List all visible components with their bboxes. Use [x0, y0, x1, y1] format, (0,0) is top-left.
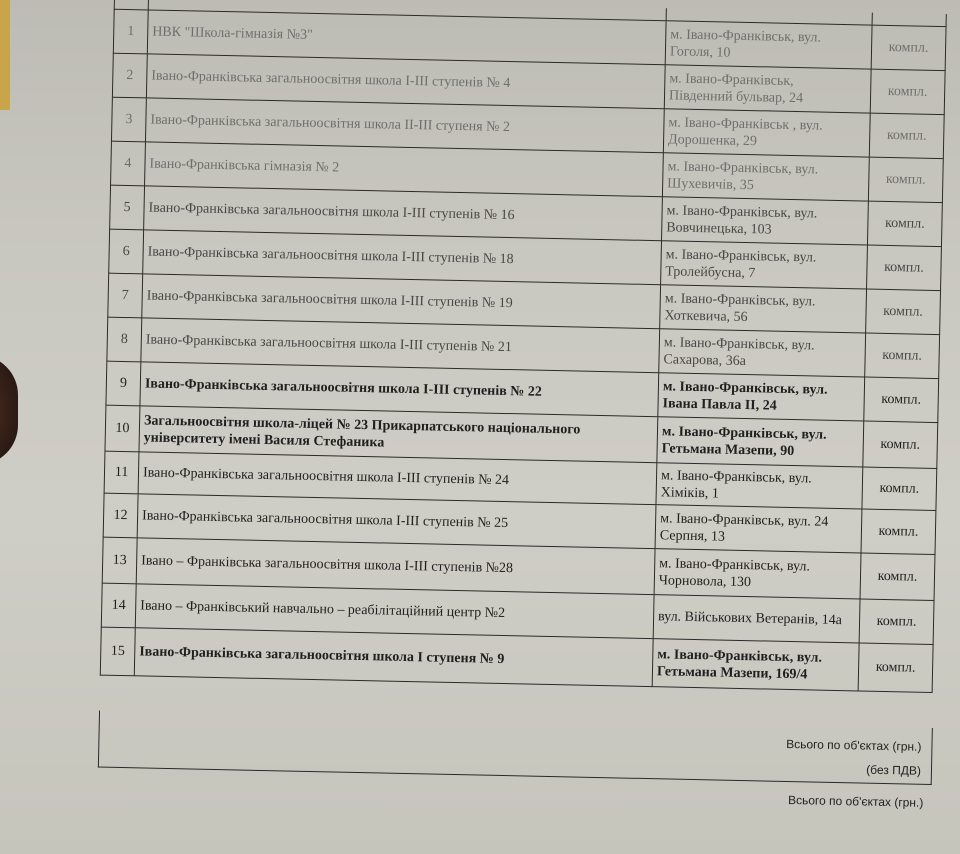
- equipment-type: компл.: [861, 509, 936, 555]
- address-line-2: Вовчинецька, 103: [666, 219, 772, 238]
- equipment-type: компл.: [867, 201, 942, 247]
- school-address: [658, 373, 865, 421]
- school-name: Івано-Франківська загальноосвітня школа І-ІІІ ступенів № 21: [141, 318, 660, 373]
- address-line-2: Гоголя, 10: [669, 43, 731, 61]
- row-number: 2: [112, 53, 147, 98]
- school-name: Івано-Франківська гімназія № 2: [145, 142, 664, 197]
- address-line-1: м. Івано-Франківськ, вул.: [670, 26, 822, 46]
- equipment-type: компл.: [860, 553, 935, 601]
- school-name: Загальноосвітня школа-ліцей № 23 Прикарпатського національного університету імені Василя Стефаника: [139, 406, 658, 463]
- school-address: [660, 285, 867, 333]
- school-name: Івано-Франківська загальноосвітня школа ІІ-ІІІ ступеня № 2: [145, 98, 664, 153]
- equipment-type: компл.: [862, 467, 937, 511]
- address-line-2: Хіміків, 1: [660, 484, 719, 501]
- equipment-type: компл.: [867, 245, 942, 291]
- row-number: 13: [102, 537, 137, 584]
- equipment-type: компл.: [858, 643, 933, 693]
- schools-table: [100, 0, 947, 693]
- total-label: Всього по об'єктах (грн.): [786, 736, 922, 754]
- school-address: [662, 197, 869, 245]
- address-line-2: Південний бульвар, 24: [668, 87, 804, 106]
- address-line-1: м. Івано-Франківськ,: [669, 70, 794, 89]
- school-address: [656, 463, 863, 509]
- total-label-2: Всього по об'єктах (грн.): [787, 793, 924, 810]
- address-line-2: Тролейбусна, 7: [665, 263, 756, 281]
- school-address: [652, 639, 859, 691]
- school-address: [653, 595, 860, 643]
- row-number: 10: [105, 405, 140, 452]
- school-address: [657, 417, 864, 467]
- row-number: 7: [108, 273, 143, 318]
- row-number: 12: [103, 493, 138, 538]
- totals-block: [98, 711, 933, 785]
- school-address: [655, 505, 862, 553]
- school-name: Івано-Франківська загальноосвітня школа І-ІІІ ступенів № 4: [146, 54, 665, 109]
- address-line-1: м. Івано-Франківськ, вул.: [666, 202, 818, 221]
- vat-note: (без ПДВ): [866, 762, 922, 778]
- row-number: 6: [109, 229, 144, 274]
- row-number: 11: [104, 451, 139, 494]
- address-line-1: м. Івано-Франківськ, вул.: [661, 423, 827, 443]
- equipment-type: компл.: [869, 113, 944, 159]
- background-object: [0, 0, 10, 110]
- address-line-1: м. Івано-Франківськ, вул.: [667, 158, 819, 177]
- school-address: [659, 329, 866, 377]
- finger: [0, 355, 18, 465]
- address-line-1: м. Івано-Франківськ, вул.: [657, 646, 823, 666]
- address-line-1: м. Івано-Франківськ, вул.: [663, 334, 815, 353]
- address-line-1: м. Івано-Франківськ, вул.: [659, 555, 811, 574]
- paper-sheet: [62, 0, 950, 854]
- school-name: Івано-Франківська загальноосвітня школа І-ІІІ ступенів № 18: [143, 230, 662, 285]
- address-line-1: вул. Військових Ветеранів, 14а: [657, 609, 843, 629]
- school-name: Івано-Франківська загальноосвітня школа І-ІІІ ступенів № 19: [142, 274, 661, 329]
- address-line-1: м. Івано-Франківськ, вул. 24: [660, 510, 829, 530]
- school-address: [654, 549, 861, 599]
- address-line-1: м. Івано-Франківськ, вул.: [662, 378, 828, 398]
- address-line-2: Гетьмана Мазепи, 169/4: [656, 663, 808, 682]
- address-line-2: Івана Павла ІІ, 24: [662, 395, 777, 414]
- address-line-2: Гетьмана Мазепи, 90: [661, 440, 795, 459]
- school-name: Івано-Франківська загальноосвітня школа І ступеня № 9: [134, 628, 653, 687]
- equipment-type: компл.: [859, 599, 934, 645]
- address-line-2: Чорновола, 130: [658, 572, 752, 590]
- school-address: [665, 21, 872, 69]
- row-number: 1: [113, 9, 148, 54]
- school-name: Івано – Франківський навчально – реабілітаційний центр №2: [135, 584, 654, 639]
- equipment-type: компл.: [870, 69, 945, 115]
- row-number: 8: [107, 317, 142, 362]
- equipment-type: компл.: [865, 333, 940, 379]
- equipment-type: компл.: [871, 25, 946, 71]
- address-line-1: м. Івано-Франківськ, вул.: [660, 467, 812, 486]
- address-line-1: м. Івано-Франківськ, вул.: [665, 246, 817, 265]
- address-line-1: м. Івано-Франківськ , вул.: [668, 114, 823, 134]
- address-line-2: Серпня, 13: [659, 527, 726, 545]
- row-number: 9: [106, 361, 141, 406]
- school-address: [663, 109, 870, 157]
- address-line-2: Сахарова, 36а: [663, 351, 747, 369]
- row-number: 4: [111, 141, 146, 186]
- school-name: Івано-Франківська загальноосвітня школа І-ІІІ ступенів № 22: [140, 362, 659, 417]
- school-address: [662, 153, 869, 201]
- equipment-type: компл.: [864, 377, 939, 423]
- address-line-2: Хоткевича, 56: [664, 307, 748, 325]
- equipment-type: компл.: [863, 421, 938, 469]
- row-number: 3: [111, 97, 146, 142]
- school-name: Івано-Франківська загальноосвітня школа І-ІІІ ступенів № 24: [138, 452, 657, 505]
- school-address: [661, 241, 868, 289]
- address-line-2: Дорошенка, 29: [667, 131, 758, 149]
- address-line-2: Шухевичів, 35: [667, 175, 754, 193]
- row-number: 5: [110, 185, 145, 230]
- school-address: [664, 65, 871, 113]
- school-name: Івано-Франківська загальноосвітня школа І-ІІІ ступенів № 16: [144, 186, 663, 241]
- school-name: Івано – Франківська загальноосвітня школа І-ІІІ ступенів №28: [136, 538, 655, 595]
- school-name: Івано-Франківська загальноосвітня школа І-ІІІ ступенів № 25: [137, 494, 656, 549]
- school-name: НВК "Школа-гімназія №3": [147, 10, 666, 65]
- row-number: 14: [101, 583, 136, 628]
- row-number: 15: [100, 627, 135, 676]
- equipment-type: компл.: [866, 289, 941, 335]
- address-line-1: м. Івано-Франківськ, вул.: [664, 290, 816, 309]
- equipment-type: компл.: [868, 157, 943, 203]
